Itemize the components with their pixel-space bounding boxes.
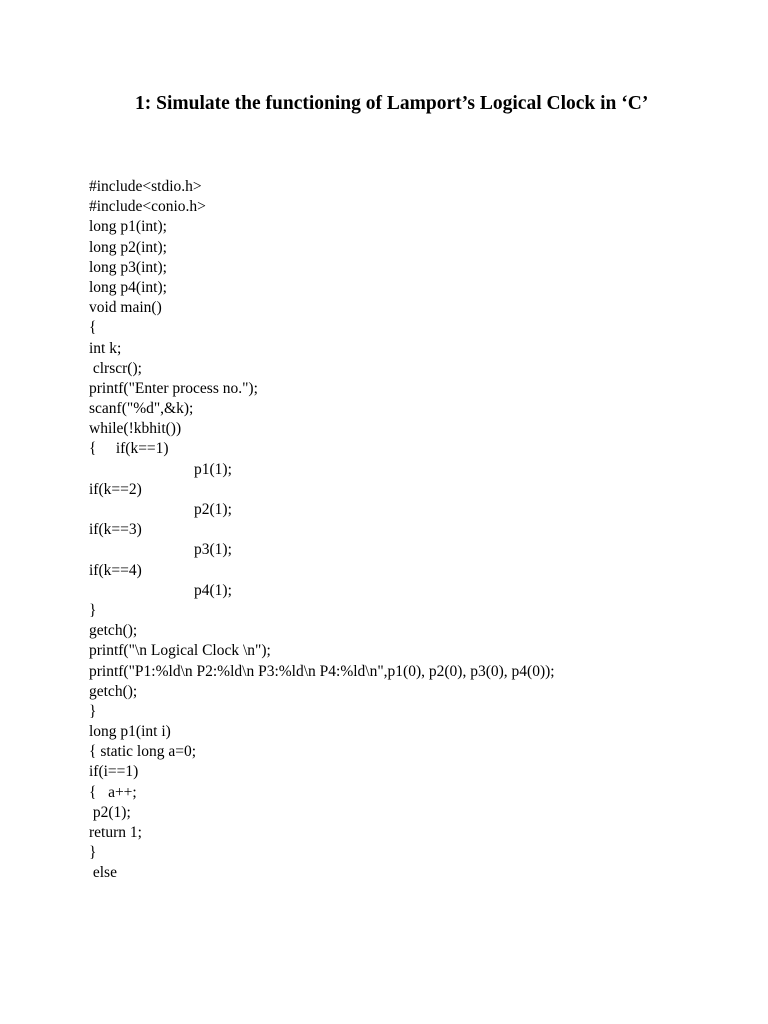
- code-line: }: [89, 601, 97, 619]
- code-line: else: [89, 864, 117, 882]
- code-line: {: [89, 319, 97, 337]
- code-line: getch();: [89, 682, 138, 700]
- code-line: return 1;: [89, 824, 142, 841]
- code-line: p2(1);: [194, 501, 232, 518]
- code-line: if(k==2): [89, 480, 142, 498]
- code-line: long p4(int);: [89, 278, 167, 296]
- code-line: if(k==3): [89, 521, 142, 539]
- code-line: p2(1);: [89, 803, 131, 821]
- code-line: { if(k==1): [89, 440, 169, 458]
- code-line: long p1(int i): [89, 723, 171, 741]
- code-line: }: [89, 702, 97, 720]
- code-line: int k;: [89, 339, 122, 357]
- code-line: #include<stdio.h>: [89, 178, 202, 195]
- code-listing: [89, 177, 555, 884]
- code-line: long p2(int);: [89, 238, 167, 256]
- code-line: scanf("%d",&k);: [89, 400, 194, 418]
- code-line: getch();: [89, 622, 138, 640]
- code-line: }: [89, 844, 97, 862]
- code-line: p3(1);: [194, 541, 232, 559]
- code-line: p4(1);: [194, 581, 232, 599]
- code-line: void main(): [89, 299, 162, 317]
- code-line: if(i==1): [89, 763, 139, 781]
- code-line: p1(1);: [194, 460, 232, 478]
- code-line: if(k==4): [89, 561, 142, 579]
- code-line: #include<conio.h>: [89, 198, 206, 216]
- code-line: printf("P1:%ld\n P2:%ld\n P3:%ld\n P4:%ld\n",p1(0), p2(0), p3(0), p4(0));: [89, 662, 555, 680]
- code-line: printf("Enter process no.");: [89, 379, 258, 397]
- code-line: clrscr();: [89, 359, 142, 377]
- code-line: printf("\n Logical Clock \n");: [89, 642, 271, 660]
- code-line: { a++;: [89, 783, 137, 801]
- code-line: long p1(int);: [89, 218, 167, 236]
- code-line: { static long a=0;: [89, 743, 197, 761]
- document-title: 1: Simulate the functioning of Lamport’s Logical Clock in ‘C’: [135, 93, 649, 114]
- code-line: while(!kbhit()): [89, 420, 182, 438]
- code-line: long p3(int);: [89, 258, 167, 276]
